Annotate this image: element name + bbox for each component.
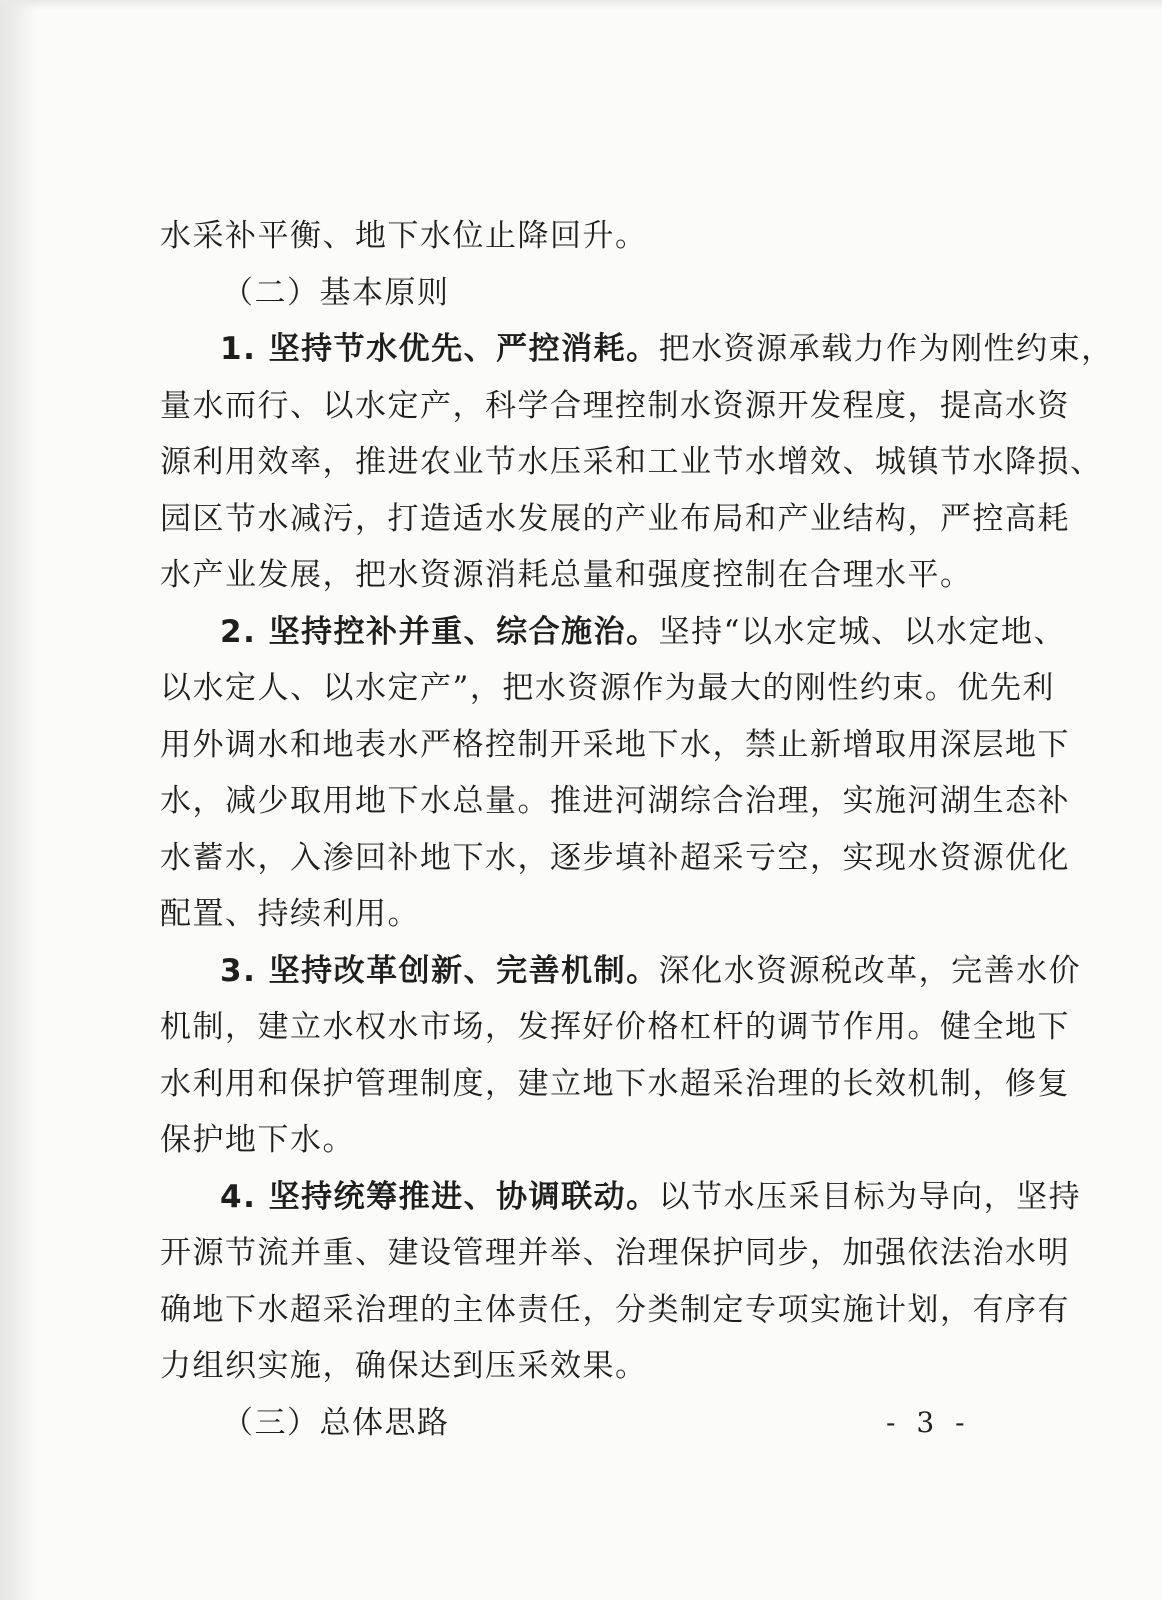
line-text: 水蓄水，入渗回补地下水，逐步填补超采亏空，实现水资源优化 <box>160 839 1070 876</box>
line-text: 水采补平衡、地下水位止降回升。 <box>160 218 648 254</box>
line-text: 水利用和保护管理制度，建立地下水超采治理的长效机制，修复 <box>160 1065 1070 1102</box>
line-text: 园区节水减污，打造适水发展的产业布局和产业结构，严控高耗 <box>160 500 1070 537</box>
line-text: 保护地下水。 <box>160 1122 355 1158</box>
text-line <box>160 547 980 604</box>
line-text: 配置、持续利用。 <box>160 896 420 932</box>
line-text: （二）基本原则 <box>222 274 450 311</box>
line-text: 机制，建立水权水市场，发挥好价格杠杆的调节作用。健全地下 <box>160 1009 1070 1045</box>
text-line <box>160 660 1055 717</box>
line-text: 量水而行、以水定产，科学合理控制水资源开发程度，提高水资 <box>160 387 1070 424</box>
principle-title: 4. 坚持统筹推进、协调联动。 <box>220 1178 659 1215</box>
line-text: 源利用效率，推进农业节水压采和工业节水增效、城镇节水降损、 <box>160 444 1103 480</box>
line-text: （三）总体思路 <box>222 1404 450 1441</box>
body-text <box>160 208 1114 1451</box>
text-line <box>160 717 1070 774</box>
page-number: - 3 - <box>886 1406 971 1439</box>
text-line <box>160 773 1070 830</box>
principle-heading <box>160 321 1114 378</box>
principle-heading <box>160 604 1066 661</box>
line-text: 开源节流并重、建设管理并举、治理保护同步，加强依法治水明 <box>160 1235 1070 1271</box>
line-text: 把水资源承载力作为刚性约束， <box>658 331 1114 367</box>
text-line <box>160 886 980 943</box>
line-text: 以水定人、以水定产”，把水资源作为最大的刚性约束。优先利 <box>160 670 1055 706</box>
section-heading <box>160 265 980 322</box>
principle-title: 1. 坚持节水优先、严控消耗。 <box>220 331 659 367</box>
text-line <box>160 1282 1070 1339</box>
line-text: 用外调水和地表水严格控制开采地下水，禁止新增取用深层地下 <box>160 726 1070 763</box>
text-line <box>160 491 1070 548</box>
text-line <box>160 1338 980 1395</box>
text-line <box>160 830 1070 887</box>
principle-title: 2. 坚持控补并重、综合施治。 <box>220 613 659 650</box>
principle-heading <box>160 943 1082 1000</box>
principle-heading <box>160 1169 1082 1226</box>
text-line <box>160 434 1103 491</box>
text-line <box>160 1056 1070 1113</box>
text-line <box>160 1112 980 1169</box>
text-line <box>160 1225 1070 1282</box>
text-line <box>160 208 980 265</box>
section-heading <box>160 1395 980 1452</box>
line-text: 力组织实施，确保达到压采效果。 <box>160 1348 648 1384</box>
text-line <box>160 999 1070 1056</box>
line-text: 确地下水超采治理的主体责任，分类制定专项实施计划，有序有 <box>160 1291 1070 1328</box>
line-text: 以节水压采目标为导向，坚持 <box>658 1178 1082 1215</box>
principle-title: 3. 坚持改革创新、完善机制。 <box>220 952 659 989</box>
line-text: 水产业发展，把水资源消耗总量和强度控制在合理水平。 <box>160 557 973 593</box>
line-text: 水，减少取用地下水总量。推进河湖综合治理，实施河湖生态补 <box>160 783 1070 819</box>
line-text: 坚持“以水定城、以水定地、 <box>658 613 1066 650</box>
text-line <box>160 378 1070 435</box>
line-text: 深化水资源税改革，完善水价 <box>658 952 1082 989</box>
